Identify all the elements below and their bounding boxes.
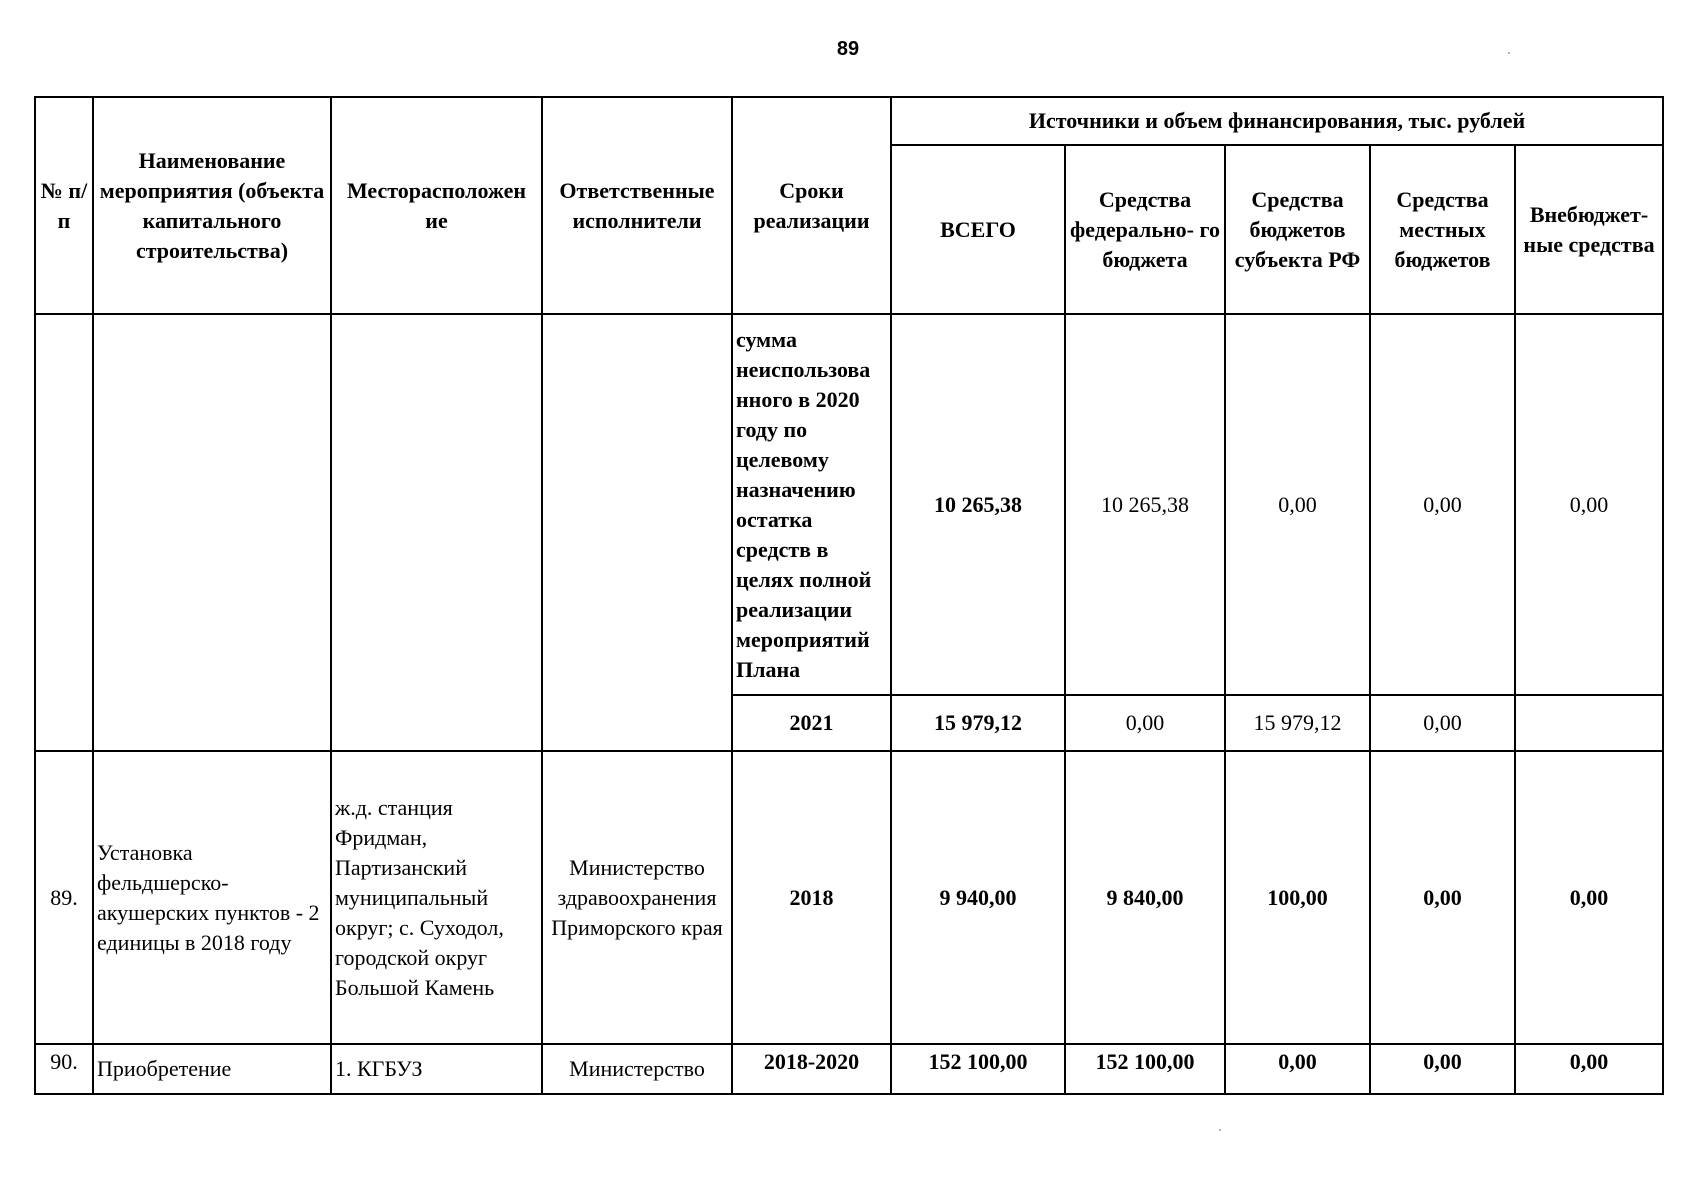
header-num: № п/п (35, 97, 93, 314)
header-row-1 (35, 97, 1663, 145)
cell-total: 9 940,00 (891, 751, 1065, 1044)
cell-federal: 152 100,00 (1065, 1044, 1225, 1094)
financing-table (34, 96, 1664, 1095)
cell-period: 2018-2020 (732, 1044, 891, 1094)
cell-extrabudget: 0,00 (1515, 751, 1663, 1044)
cell-extrabudget (1515, 695, 1663, 751)
scan-speck (1508, 52, 1510, 54)
cell-regional: 0,00 (1225, 314, 1370, 695)
cell-federal: 0,00 (1065, 695, 1225, 751)
cell-total: 15 979,12 (891, 695, 1065, 751)
header-responsible: Ответственные исполнители (542, 97, 732, 314)
cell-period: сумма неиспользова нного в 2020 году по целевому назначению остатка средств в целях полной реализации мероприятий Плана (732, 314, 891, 695)
page-number: 89 (836, 38, 860, 60)
cell-responsible: Министерство здравоохранения Приморского края (542, 751, 732, 1044)
header-extrabudget: Внебюджет- ные средства (1515, 145, 1663, 314)
cell-responsible: Министерство (542, 1044, 732, 1094)
cell-extrabudget: 0,00 (1515, 1044, 1663, 1094)
cell-location: 1. КГБУЗ (331, 1044, 542, 1094)
cell-period: 2021 (732, 695, 891, 751)
header-period: Сроки реализации (732, 97, 891, 314)
header-federal: Средства федерально- го бюджета (1065, 145, 1225, 314)
cell-name (93, 314, 331, 751)
cell-regional: 100,00 (1225, 751, 1370, 1044)
cell-num (35, 314, 93, 751)
cell-name: Установка фельдшерско-акушерских пунктов - 2 единицы в 2018 году (93, 751, 331, 1044)
cell-total: 10 265,38 (891, 314, 1065, 695)
cell-period: 2018 (732, 751, 891, 1044)
header-regional: Средства бюджетов субъекта РФ (1225, 145, 1370, 314)
cell-responsible (542, 314, 732, 751)
scan-speck (1219, 1129, 1221, 1131)
header-funding-group: Источники и объем финансирования, тыс. рублей (891, 97, 1663, 145)
cell-location (331, 314, 542, 751)
table-row (35, 314, 1663, 695)
cell-num: 89. (35, 751, 93, 1044)
header-location: Месторасположен ие (331, 97, 542, 314)
cell-federal: 10 265,38 (1065, 314, 1225, 695)
cell-local: 0,00 (1370, 1044, 1515, 1094)
cell-total: 152 100,00 (891, 1044, 1065, 1094)
cell-location: ж.д. станция Фридман, Партизанский муниципальный округ; с. Суходол, городской округ Большой Камень (331, 751, 542, 1044)
table-row (35, 1044, 1663, 1094)
cell-regional: 15 979,12 (1225, 695, 1370, 751)
cell-regional: 0,00 (1225, 1044, 1370, 1094)
cell-extrabudget: 0,00 (1515, 314, 1663, 695)
header-local: Средства местных бюджетов (1370, 145, 1515, 314)
cell-num: 90. (35, 1044, 93, 1094)
header-name: Наименование мероприятия (объекта капитального строительства) (93, 97, 331, 314)
cell-local: 0,00 (1370, 314, 1515, 695)
cell-federal: 9 840,00 (1065, 751, 1225, 1044)
cell-local: 0,00 (1370, 695, 1515, 751)
cell-name: Приобретение (93, 1044, 331, 1094)
cell-local: 0,00 (1370, 751, 1515, 1044)
table-row (35, 751, 1663, 1044)
header-total: ВСЕГО (891, 145, 1065, 314)
